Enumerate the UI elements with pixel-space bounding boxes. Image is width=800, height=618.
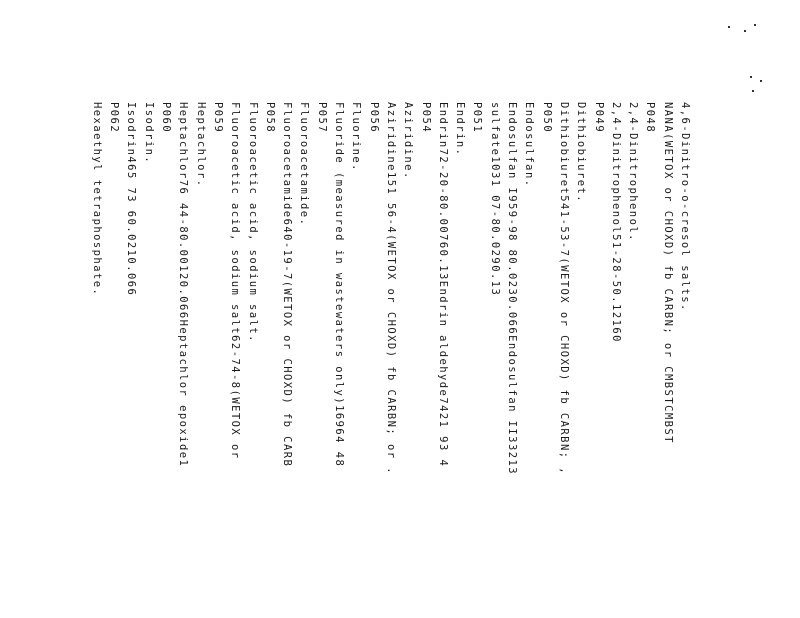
document-line: Fluoroacetic acid, sodium salt. <box>246 102 259 343</box>
document-line: Fluoroacetic acid, sodium salt62-74-8(WETOX or <box>229 102 242 460</box>
document-line: P062 <box>108 102 121 134</box>
document-line: P051 <box>471 102 484 134</box>
document-line: Aziridine. <box>402 102 415 180</box>
document-line: Fluoroacetamide. <box>298 102 311 227</box>
document-line: P058 <box>263 102 276 134</box>
speck <box>750 76 752 78</box>
document-line: 2,4-Dinitrophenol51-28-50.12160 <box>609 102 622 343</box>
speck <box>754 24 756 26</box>
scan-specks <box>720 18 770 98</box>
document-line: Fluorine. <box>350 102 363 172</box>
document-line: 4,6-Dinitro-o-cresol salts. <box>679 102 691 312</box>
document-line: 2,4-Dinitrophenol. <box>627 102 640 242</box>
document-line: Dithiobiuret541-53-7(WETOX or CHOXD) fb CARBN; , <box>557 102 570 476</box>
speck <box>752 90 754 92</box>
speck <box>728 26 730 28</box>
document-line: Dithiobiuret. <box>575 102 588 204</box>
document-line: Hexaethyl tetraphosphate. <box>90 102 103 297</box>
document-line: P059 <box>211 102 224 134</box>
document-line: P057 <box>315 102 328 134</box>
speck <box>760 80 762 82</box>
document-line: Heptachlor. <box>194 102 207 188</box>
document-line: Endosulfan I959-98 80.0230.066Endosulfan II33213 <box>506 102 518 476</box>
document-line: Fluoride (measured in wastewaters only)16964 48 <box>333 102 345 468</box>
document-line: P056 <box>367 102 380 134</box>
document-line: Heptachlor76 44-80.00120.066Heptachlor epoxide1 <box>177 102 190 468</box>
document-line: P048 <box>644 102 657 134</box>
document-line: P054 <box>419 102 432 134</box>
document-line: Endrin. <box>454 102 467 157</box>
document-line: Isodrin465 73 60.0210.066 <box>125 102 138 297</box>
document-line: P050 <box>540 102 553 134</box>
document-line: Endosulfan. <box>523 102 536 188</box>
document-line: NAΝA(WETOX or CHOXD) fb CARBN; or CMBSTCMBST <box>661 102 674 444</box>
document-line: Endrin72-20-80.00760.13Endrin aldehyde7421 93 4 <box>436 102 449 468</box>
document-line: Isodrin. <box>142 102 155 165</box>
speck <box>744 30 746 32</box>
document-line: P060 <box>160 102 172 134</box>
document-line: P049 <box>592 102 605 134</box>
document-line: sulfate1031 07-80.0290.13 <box>488 102 501 297</box>
document-line: Aziridine151 56-4(WETOX or CHOXD) fb CARBN; or . <box>384 102 397 476</box>
document-line: Fluoroacetamide640-19-7(WETOX or CHOXD) fb CARB <box>281 102 294 468</box>
